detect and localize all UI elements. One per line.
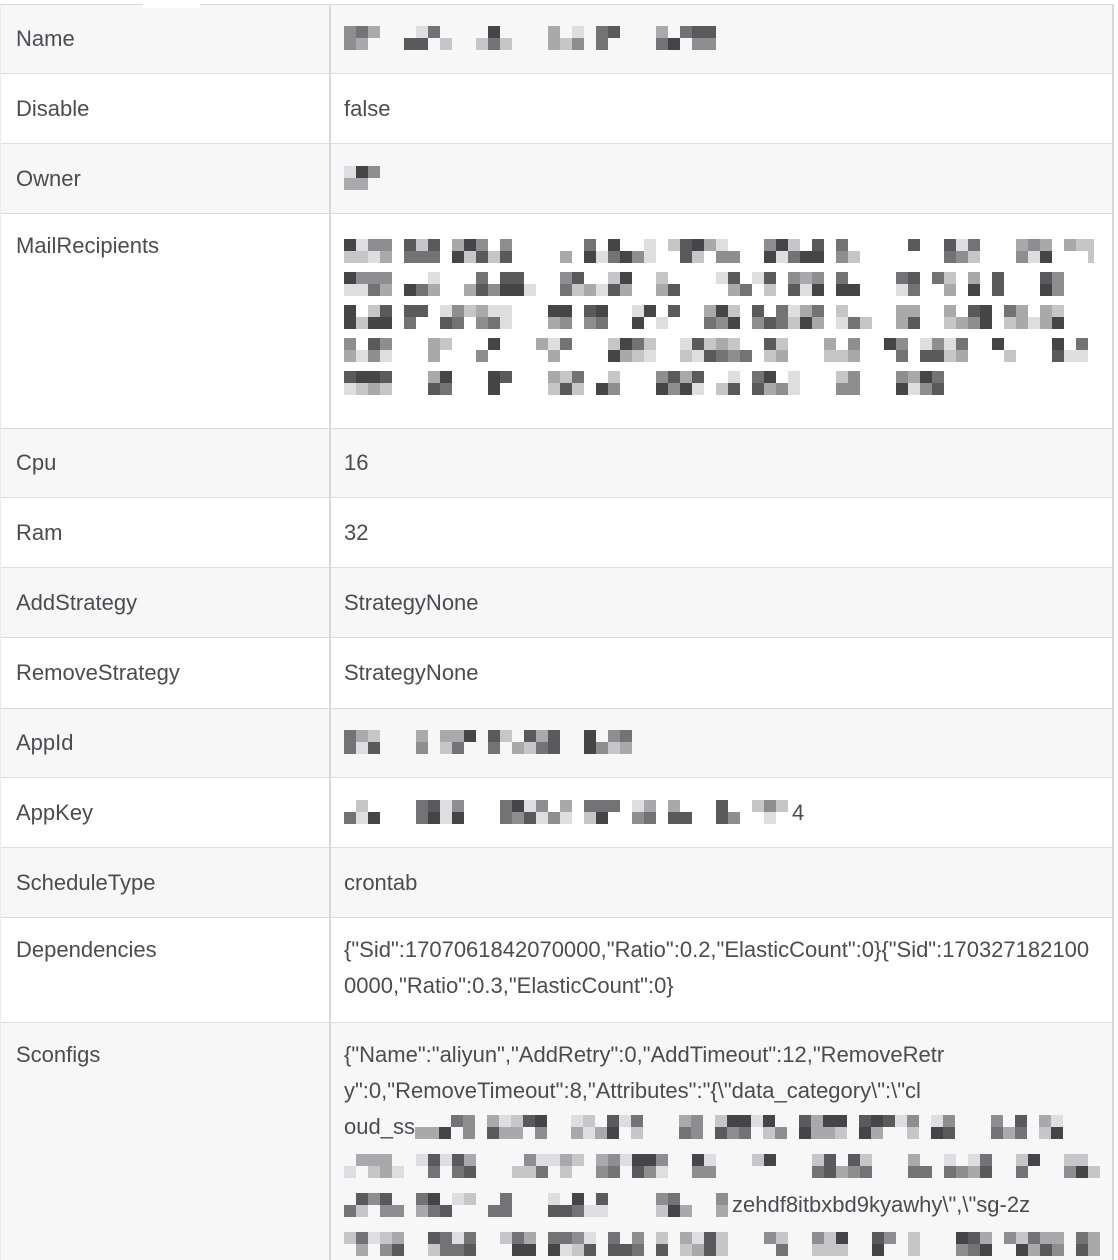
row-value [331, 709, 1112, 777]
row-value: false [344, 95, 391, 121]
redacted-text [344, 166, 404, 192]
table-row-dependencies [1, 918, 1112, 1023]
value-fragment: 4 [792, 799, 805, 825]
table-row-name [1, 5, 1112, 74]
blur-artifact [143, 0, 200, 8]
sconfigs-json-line: {"Name":"aliyun","AddRetry":0,"AddTimeout":12,"RemoveRetr [344, 1042, 945, 1067]
row-value [331, 144, 1112, 213]
redacted-text [344, 371, 956, 395]
row-label: Disable [1, 74, 331, 143]
table-row-sconfigs [1, 1023, 1112, 1260]
redacted-text [344, 272, 1100, 296]
row-value [331, 778, 1112, 847]
row-label: RemoveStrategy [1, 638, 331, 708]
row-value [331, 214, 1112, 428]
row-label: Dependencies [1, 918, 331, 1022]
redacted-text [344, 1193, 732, 1217]
value-fragment: zehdf8itbxbd9kyawhy\",\"sg-2z [732, 1192, 1031, 1217]
row-value: 16 [344, 450, 369, 475]
row-value: 32 [344, 519, 369, 545]
redacted-text [415, 1115, 1075, 1139]
table-row-disable [1, 74, 1112, 144]
row-label: ScheduleType [1, 848, 331, 917]
table-row-cpu [1, 429, 1112, 498]
table-row-appid [1, 709, 1112, 778]
table-row-scheduletype [1, 848, 1112, 918]
redacted-text [344, 1232, 1100, 1258]
table-row-addstrategy [1, 568, 1112, 638]
table-row-ram [1, 498, 1112, 568]
table-row-mailrecipients [1, 214, 1112, 429]
redacted-text [344, 26, 716, 52]
row-label: AppId [1, 709, 331, 777]
row-label: Ram [1, 498, 331, 567]
redacted-text [344, 305, 1088, 329]
properties-table [0, 4, 1114, 1260]
sconfigs-json-line: y":0,"RemoveTimeout":8,"Attributes":"{\"data_category\":\"cl [344, 1078, 921, 1103]
row-value: crontab [344, 869, 418, 895]
row-value: StrategyNone [344, 660, 479, 685]
table-row-owner [1, 144, 1112, 214]
row-label: Cpu [1, 429, 331, 497]
sconfigs-json-line: oud_ss [344, 1114, 415, 1139]
redacted-text [344, 730, 632, 756]
table-row-appkey [1, 778, 1112, 848]
row-value [331, 918, 1112, 1022]
dependencies-json: {"Sid":1707061842070000,"Ratio":0.2,"ElasticCount":0}{"Sid":1703271821000000,"Ratio":0.3,"ElasticCount":0} [344, 937, 1090, 998]
row-value: StrategyNone [344, 589, 479, 615]
redacted-text [344, 1154, 1100, 1178]
table-row-removestrategy [1, 638, 1112, 709]
redacted-text [344, 800, 788, 826]
redacted-text [344, 338, 1100, 362]
row-label: Owner [1, 144, 331, 213]
redacted-text [344, 239, 1094, 263]
row-label: Sconfigs [1, 1023, 331, 1260]
row-label: Name [1, 5, 331, 73]
row-value [331, 1023, 1112, 1260]
row-label: AppKey [1, 778, 331, 847]
row-value [331, 5, 1112, 73]
row-label: AddStrategy [1, 568, 331, 637]
row-label: MailRecipients [1, 214, 331, 428]
